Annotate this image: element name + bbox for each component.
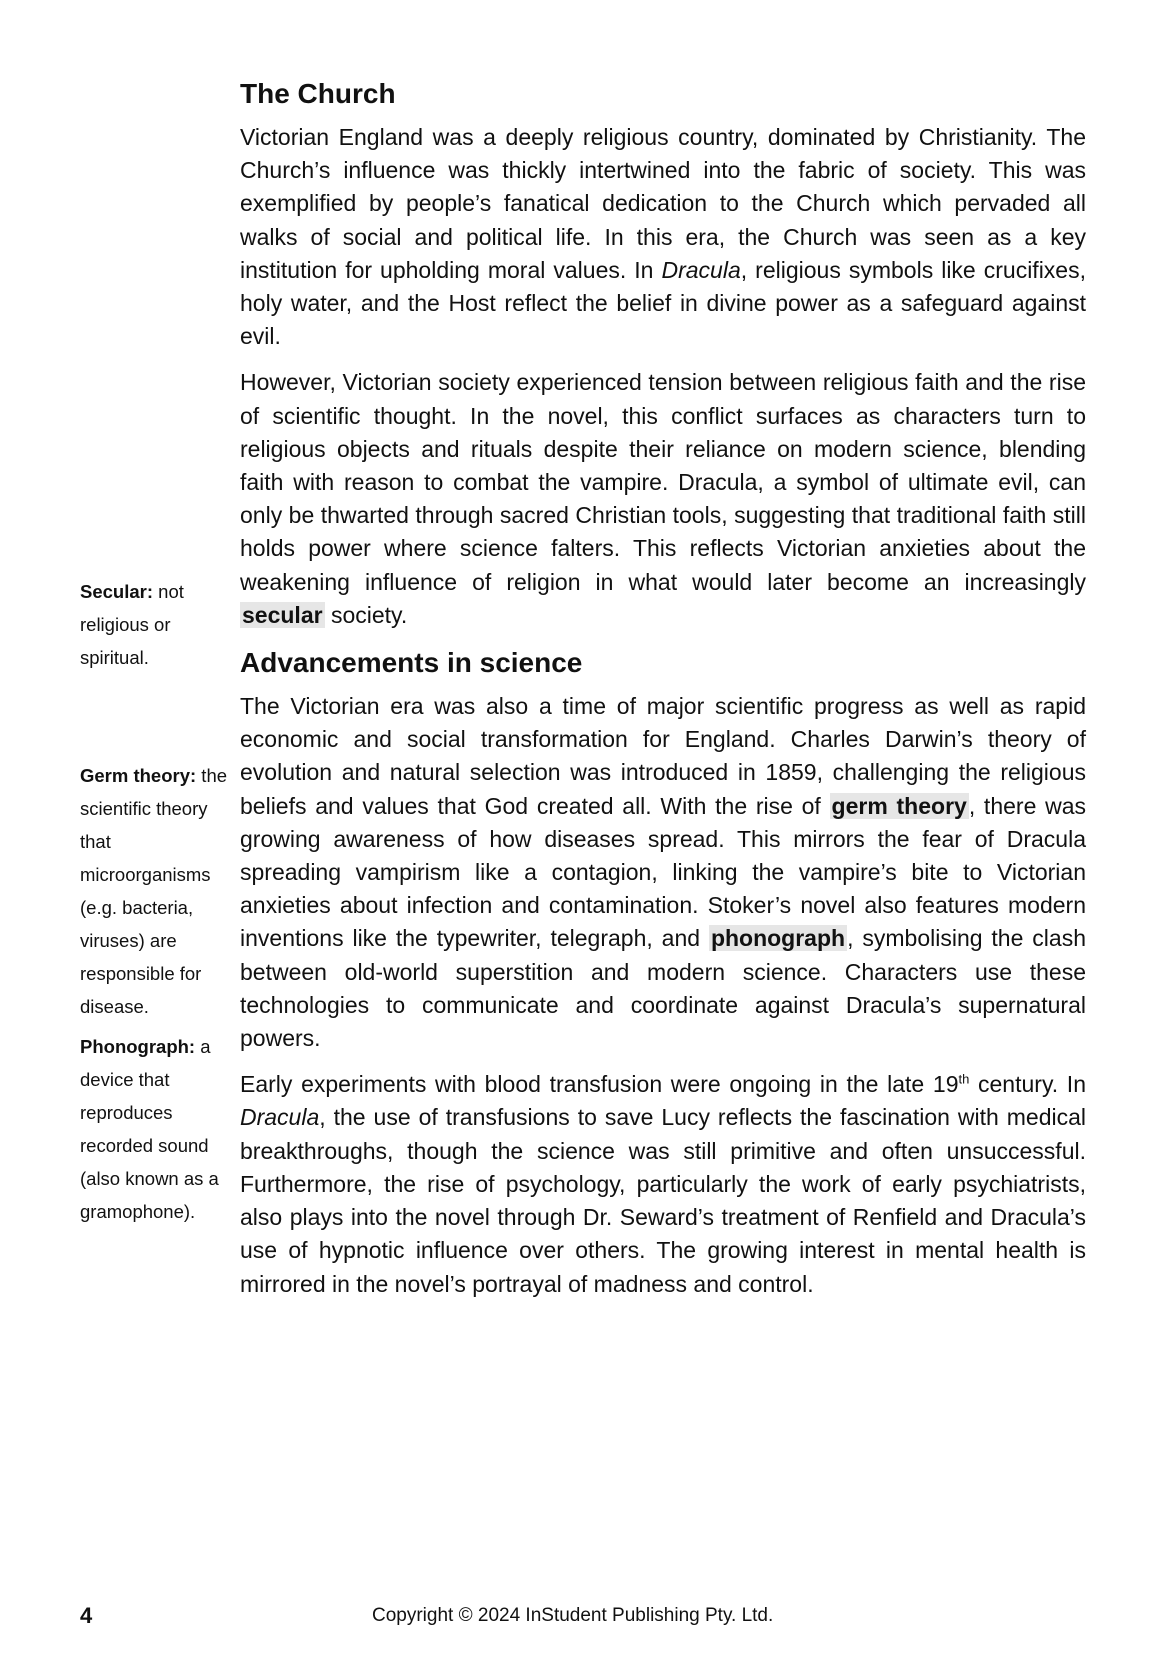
glossary-secular xyxy=(80,575,230,674)
glossary-germ-theory xyxy=(80,759,230,1023)
glossary-term: Phonograph: xyxy=(80,1036,196,1057)
text-run: , symbolising the clash between old-world superstition and modern science. Characters use these technologies to communicate and coordinate against Dracula’s supernatural powers. xyxy=(240,925,1086,1052)
glossary-term: Germ theory: xyxy=(80,765,197,786)
glossary-term: Secular: xyxy=(80,581,154,602)
paragraph-church-1 xyxy=(240,121,1086,353)
copyright-notice: Copyright © 2024 InStudent Publishing Pty. Ltd. xyxy=(372,1605,774,1626)
text-run: Early experiments with blood transfusion were ongoing in the late 19 xyxy=(240,1071,959,1098)
glossary-definition: not religious or spiritual. xyxy=(80,581,184,668)
italic-title: Dracula xyxy=(661,256,741,283)
glossary-phonograph xyxy=(80,1030,230,1228)
glossary-definition: a device that reproduces recorded sound (also known as a gramophone). xyxy=(80,1036,219,1222)
text-run: , there was growing awareness of how diseases spread. This mirrors the fear of Dracula spreading vampirism like a contagion, linking the vampire’s bite to Victorian anxieties about infection and contamination. Stoker’s novel also features modern inventions like the typewriter, telegraph, and xyxy=(240,792,1086,952)
main-content xyxy=(240,76,1086,1314)
glossary-definition: the scientific theory that microorganisms (e.g. bacteria, viruses) are responsible for disease. xyxy=(80,765,228,1017)
page-footer xyxy=(0,1603,1166,1633)
superscript: th xyxy=(958,1071,970,1087)
heading-the-church: The Church xyxy=(240,78,396,109)
text-run: Victorian England was a deeply religious country, dominated by Christianity. The Church’s influence was thickly intertwined into the fabric of society. This was exemplified by people’s fanatical dedication to the Church which pervaded all walks of social and political life. In this era, the Church was seen as a key institution for upholding moral values. In xyxy=(240,124,1086,283)
text-run: , religious symbols like crucifixes, holy water, and the Host reflect the belief in divine power as a safeguard against evil. xyxy=(240,256,1086,350)
highlighted-keyword: phonograph xyxy=(710,925,846,952)
paragraph-science-2 xyxy=(240,1068,1086,1300)
text-run: However, Victorian society experienced tension between religious faith and the rise of scientific thought. In the novel, this conflict surfaces as characters turn to religious objects and rituals despite their reliance on modern science, blending faith with reason to combat the vampire. Dracula, a symbol of ultimate evil, can only be thwarted through sacred Christian tools, suggesting that traditional faith still holds power where science falters. This reflects Victorian anxieties about the weakening influence of religion in what would later become an increasingly xyxy=(240,369,1086,595)
text-run: society. xyxy=(324,601,408,628)
text-run: century. In xyxy=(969,1071,1086,1098)
highlighted-keyword: germ theory xyxy=(831,792,967,819)
paragraph-science-1 xyxy=(240,690,1086,1055)
highlighted-keyword: secular xyxy=(242,601,323,628)
paragraph-church-2 xyxy=(240,366,1086,632)
heading-advancements-in-science: Advancements in science xyxy=(240,647,583,679)
text-run: The Victorian era was also a time of major scientific progress as well as rapid economic and social transformation for England. Charles Darwin’s theory of evolution and natural selection was introduced in 1859, challenging the religious beliefs and values that God created all. With the rise of xyxy=(240,693,1086,819)
text-run: , the use of transfusions to save Lucy reflects the fascination with medical breakthroughs, though the science was still primitive and often unsuccessful. Furthermore, the rise of psychology, particularly the work of early psychiatrists, also plays into the novel through Dr. Seward’s treatment of Renfield and Dracula’s use of hypnotic influence over others. The growing interest in mental health is mirrored in the novel’s portrayal of madness and control. xyxy=(240,1104,1086,1297)
italic-title: Dracula xyxy=(240,1104,320,1131)
page-number: 4 xyxy=(80,1603,93,1628)
